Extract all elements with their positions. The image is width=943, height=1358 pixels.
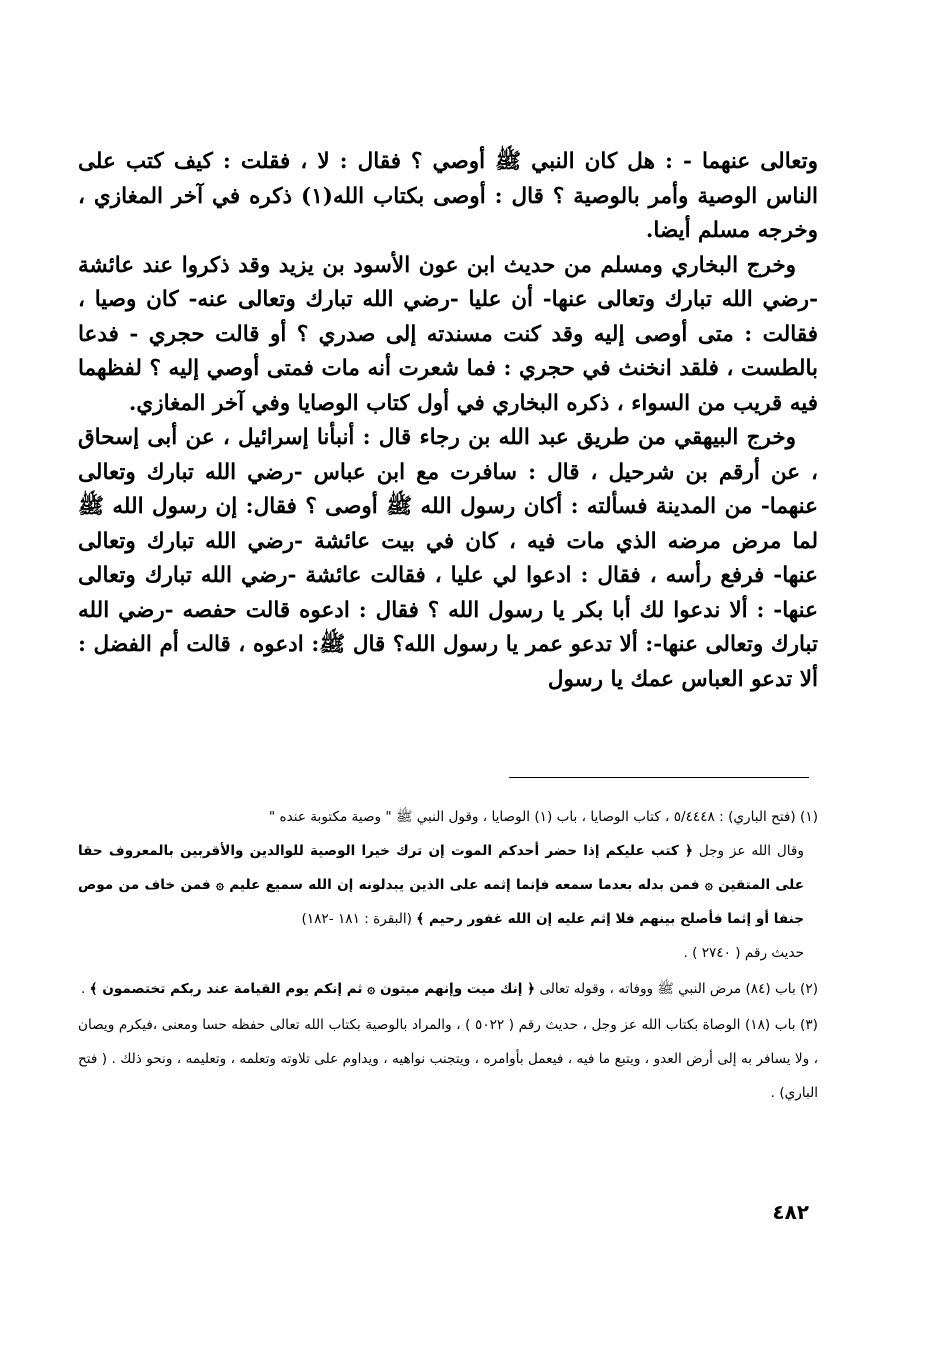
paragraph-2: وخرج البخاري ومسلم من حديث ابن عون الأسود بن يزيد وقد ذكروا عند عائشة -رضي الله تبارك وتعالى عنها- أن عليا -رضي الله تبارك وتعالى عنه- كان وصيا ، فقالت : متى أوصى إليه وقد كنت مسندته إلى صدري ؟ أو قالت حجري - فدعا بالطست ، فلقد انخنث في حجري : فما شعرت أنه مات فمتى أوصي إليه ؟ لفظهما فيه قريب من السواء ، ذكره البخاري في أول كتاب الوصايا وفي آخر المغازي. xyxy=(78,252,818,416)
footnote-1-line1: (١) (فتح الباري) : ٥/٤٤٤٨ ، كتاب الوصايا ، باب (١) الوصايا ، وقول النبي ﷺ " وصية مكتوبة عنده " xyxy=(268,809,818,825)
footnote-1-quran: ﴿ كتب عليكم إذا حضر أحدكم الموت إن ترك خيرا الوصية للوالدين والأقربين بالمعروف حقا على المتقين ۞ فمن بدله بعدما سمعه فإنما إثمه على الذين يبدلونه إن الله سميع عليم ۞ فمن خاف من موص جنفا أو إثما فأصلح بينهم فلا إثم عليه إن الله غفور رحيم ﴾ xyxy=(78,843,804,927)
footnote-2-prefix: (٢) باب (٨٤) مرض النبي ﷺ ووفاته ، وقوله تعالى xyxy=(539,981,818,997)
main-text xyxy=(78,145,818,697)
footnotes xyxy=(78,800,818,1112)
footnote-3-text: (٣) باب (١٨) الوصاة بكتاب الله عز وجل ، حديث رقم ( ٥٠٢٢ ) ، والمراد بالوصية بكتاب الله تعالى حفظه حسا ومعنى ،فيكرم ويصان ، ولا يسافر به إلى أرض العدو ، ويتبع ما فيه ، فيعمل بأوامره ، ويتجنب نواهيه ، ويداوم على تلاوته وتعلمه ، وتعليمه ، ونحو ذلك . ( فتح الباري) . xyxy=(78,1017,818,1101)
paragraph-3: وخرج البيهقي من طريق عبد الله بن رجاء قال : أنبأنا إسرائيل ، عن أبى إسحاق ، عن أرقم بن شرحيل ، قال : سافرت مع ابن عباس -رضي الله تبارك وتعالى عنهما- من المدينة فسألته : أكان رسول الله ﷺ أوصى ؟ فقال: إن رسول الله ﷺ لما مرض مرضه الذي مات فيه ، كان في بيت عائشة -رضي الله تبارك وتعالى عنها- فرفع رأسه ، فقال : ادعوا لي عليا ، فقالت عائشة -رضي الله تبارك وتعالى عنها- : ألا ندعوا لك أبا بكر يا رسول الله ؟ فقال : ادعوه قالت حفصه -رضي الله تبارك وتعالى عنها-: ألا تدعو عمر يا رسول الله؟ قال ﷺ: ادعوه ، قالت أم الفضل : ألا تدعو العباس عمك يا رسول xyxy=(78,425,818,692)
footnote-2-quran: ﴿ إنك ميت وإنهم ميتون ۞ ثم إنكم يوم القيامة عند ربكم تختصمون ﴾ xyxy=(89,981,536,997)
footnote-1-end: حديث رقم ( ٢٧٤٠ ) . xyxy=(683,945,804,961)
page-number: ٤٨٢ xyxy=(772,1200,809,1224)
footnote-3 xyxy=(78,1008,818,1110)
footnote-1 xyxy=(78,800,818,970)
footnote-divider xyxy=(509,777,809,778)
paragraph-1: وتعالى عنهما - : هل كان النبي ﷺ أوصي ؟ فقال : لا ، فقلت : كيف كتب على الناس الوصية وأمر بالوصية ؟ قال : أوصى بكتاب الله(١) ذكره في آخر المغازي ، وخرجه مسلم أيضا. xyxy=(78,149,818,243)
footnote-2-end: . xyxy=(80,981,86,997)
footnote-1-prefix: وقال الله عز وجل xyxy=(698,843,804,859)
footnote-2 xyxy=(78,972,818,1006)
footnote-1-ref: (البقرة : ١٨١ -١٨٢) xyxy=(301,911,412,927)
